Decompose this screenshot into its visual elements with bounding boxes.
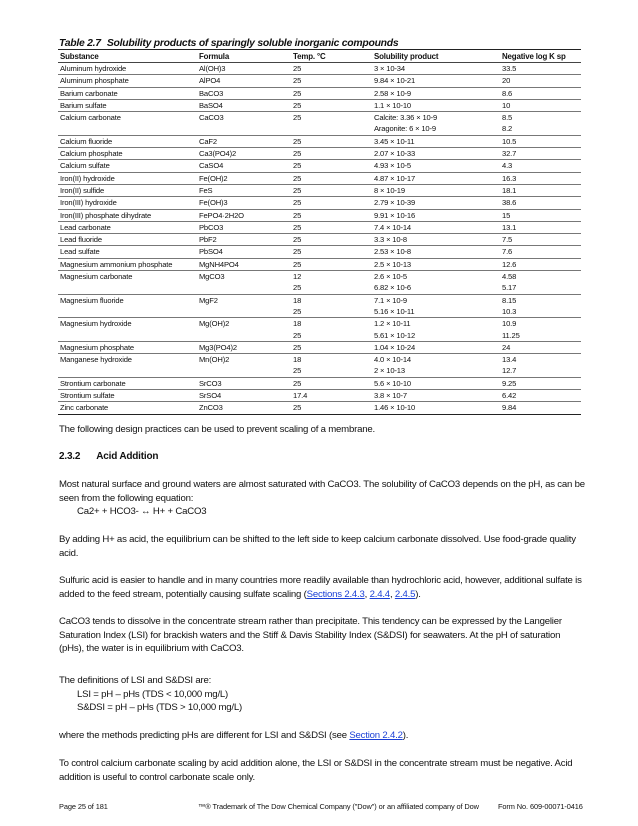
cell-temp-line: 25 bbox=[293, 136, 302, 146]
cell-neg-log-ksp bbox=[500, 184, 581, 196]
cell-temp-line: 25 bbox=[293, 64, 302, 73]
paragraph-text: where the methods predicting pHs are different for LSI and S&DSI (see bbox=[59, 730, 350, 741]
paragraph-definitions bbox=[59, 674, 585, 715]
cell-formula: SrCO3 bbox=[199, 378, 222, 388]
cell-solubility-product-line: 9.91 × 10-16 bbox=[374, 210, 416, 220]
paragraph-text-end: ). bbox=[415, 588, 421, 600]
cell-temp bbox=[291, 87, 372, 99]
cell-temp bbox=[291, 112, 372, 136]
cell-temp-line: 25 bbox=[293, 185, 302, 195]
cell-temp bbox=[291, 63, 372, 75]
cell-solubility-product bbox=[372, 160, 500, 172]
cell-substance: Lead sulfate bbox=[60, 247, 100, 257]
cell-temp-line: 25 bbox=[293, 259, 302, 269]
table-row bbox=[58, 258, 581, 270]
footer-trademark: ™® Trademark of The Dow Chemical Company ("Dow") or an affiliated company of Dow bbox=[198, 802, 479, 811]
cell-neg-log-ksp bbox=[500, 112, 581, 136]
cell-temp-line: 18 bbox=[293, 295, 302, 305]
footer-page-number: Page 25 of 181 bbox=[59, 802, 108, 811]
col-header-neg-log-ksp: Negative log K sp bbox=[500, 50, 581, 63]
link-section-2-4-2[interactable]: Section 2.4.2 bbox=[349, 730, 403, 741]
cell-formula: Mg3(PO4)2 bbox=[199, 342, 237, 352]
cell-neg-log-ksp-line: 13.4 bbox=[502, 355, 517, 365]
cell-neg-log-ksp-line: 8.5 bbox=[502, 113, 513, 123]
cell-substance: Zinc carbonate bbox=[60, 403, 109, 413]
cell-temp-line: 25 bbox=[293, 222, 302, 232]
cell-neg-log-ksp-line: 7.5 bbox=[502, 235, 513, 245]
table-row bbox=[58, 234, 581, 246]
cell-temp-line: 25 bbox=[293, 378, 302, 388]
col-header-temp: Temp. °C bbox=[291, 50, 372, 63]
cell-temp bbox=[291, 341, 372, 353]
cell-substance: Iron(III) hydroxide bbox=[60, 198, 117, 208]
cell-temp bbox=[291, 209, 372, 221]
paragraph-ph-methods bbox=[59, 729, 585, 743]
cell-solubility-product bbox=[372, 341, 500, 353]
cell-substance: Magnesium carbonate bbox=[60, 272, 133, 282]
definition-lsi: LSI = pH – pHs (TDS < 10,000 mg/L) bbox=[77, 688, 229, 700]
cell-solubility-product-line: 3.45 × 10-11 bbox=[374, 136, 415, 146]
cell-solubility-product bbox=[372, 99, 500, 111]
cell-solubility-product bbox=[372, 221, 500, 233]
table-row bbox=[58, 318, 581, 342]
cell-temp bbox=[291, 402, 372, 414]
cell-neg-log-ksp bbox=[500, 135, 581, 147]
cell-solubility-product bbox=[372, 209, 500, 221]
table-row bbox=[58, 63, 581, 75]
cell-solubility-product-line: 9.84 × 10-21 bbox=[374, 76, 416, 86]
cell-temp-line: 25 bbox=[293, 88, 302, 98]
cell-formula: MgF2 bbox=[199, 295, 218, 305]
table-row bbox=[58, 271, 581, 295]
cell-neg-log-ksp bbox=[500, 258, 581, 270]
cell-temp-line: 25 bbox=[293, 306, 302, 316]
cell-temp-line: 25 bbox=[293, 235, 302, 245]
cell-solubility-product bbox=[372, 87, 500, 99]
cell-formula: PbF2 bbox=[199, 235, 217, 245]
cell-neg-log-ksp-line: 7.6 bbox=[502, 247, 513, 257]
cell-neg-log-ksp bbox=[500, 209, 581, 221]
cell-neg-log-ksp-line: 32.7 bbox=[502, 149, 517, 159]
cell-substance: Iron(II) sulfide bbox=[60, 185, 105, 195]
cell-neg-log-ksp-line: 13.1 bbox=[502, 222, 517, 232]
cell-temp-line: 25 bbox=[293, 198, 302, 208]
col-header-formula: Formula bbox=[197, 50, 291, 63]
cell-formula: FePO4·2H2O bbox=[199, 210, 244, 220]
cell-neg-log-ksp bbox=[500, 402, 581, 414]
link-separator: , bbox=[389, 588, 395, 600]
cell-substance: Magnesium fluoride bbox=[60, 295, 124, 305]
cell-neg-log-ksp bbox=[500, 99, 581, 111]
cell-solubility-product-line: 8 × 10-19 bbox=[374, 185, 405, 195]
cell-neg-log-ksp-line: 11.25 bbox=[502, 330, 520, 340]
cell-neg-log-ksp-line: 15 bbox=[502, 210, 511, 220]
cell-neg-log-ksp bbox=[500, 271, 581, 295]
cell-temp-line: 25 bbox=[293, 76, 302, 86]
cell-temp-line: 25 bbox=[293, 100, 302, 110]
cell-temp-line: 25 bbox=[293, 113, 302, 123]
cell-solubility-product-line: 2.79 × 10-39 bbox=[374, 198, 416, 208]
cell-neg-log-ksp-line: 16.3 bbox=[502, 173, 517, 183]
cell-substance: Calcium fluoride bbox=[60, 136, 113, 146]
cell-formula: SrSO4 bbox=[199, 391, 222, 401]
cell-neg-log-ksp-line: 8.6 bbox=[502, 88, 513, 98]
cell-solubility-product bbox=[372, 184, 500, 196]
paragraph-calcium-carbonate bbox=[59, 478, 585, 519]
table-row bbox=[58, 390, 581, 402]
cell-substance: Barium carbonate bbox=[60, 88, 118, 98]
link-separator: , bbox=[364, 588, 370, 600]
table-row bbox=[58, 209, 581, 221]
cell-temp bbox=[291, 75, 372, 87]
cell-substance: Iron(II) hydroxide bbox=[60, 173, 115, 183]
col-header-solubility-product: Solubility product bbox=[372, 50, 500, 63]
section-heading bbox=[59, 451, 158, 462]
cell-solubility-product bbox=[372, 234, 500, 246]
cell-solubility-product-line: 3 × 10-34 bbox=[374, 64, 405, 73]
table-row bbox=[58, 294, 581, 318]
cell-substance: Aluminum phosphate bbox=[60, 76, 129, 86]
cell-neg-log-ksp bbox=[500, 172, 581, 184]
cell-solubility-product bbox=[372, 63, 500, 75]
cell-substance: Aluminum hydroxide bbox=[60, 64, 127, 73]
cell-temp bbox=[291, 99, 372, 111]
cell-solubility-product bbox=[372, 294, 500, 318]
cell-formula: PbSO4 bbox=[199, 247, 223, 257]
cell-formula: Al(OH)3 bbox=[199, 64, 226, 73]
cell-solubility-product bbox=[372, 354, 500, 378]
solubility-table bbox=[58, 49, 581, 415]
table-number: Table 2.7 bbox=[59, 38, 101, 49]
cell-neg-log-ksp-line: 12.7 bbox=[502, 366, 517, 376]
cell-solubility-product-line: 3.8 × 10-7 bbox=[374, 391, 407, 401]
paragraph-scaling-control: To control calcium carbonate scaling by acid addition alone, the LSI or S&DSI in the concentrate stream must be negative. Acid addition is useful to control carbonate scale only. bbox=[59, 758, 573, 783]
table-row bbox=[58, 99, 581, 111]
cell-substance: Calcium carbonate bbox=[60, 113, 121, 123]
link-section-2-4-4[interactable]: 2.4.4 bbox=[369, 588, 390, 600]
table-row bbox=[58, 87, 581, 99]
cell-substance: Lead fluoride bbox=[60, 235, 102, 245]
link-section-2-4-5[interactable]: 2.4.5 bbox=[394, 588, 416, 600]
cell-temp-line: 25 bbox=[293, 173, 302, 183]
cell-temp bbox=[291, 271, 372, 295]
cell-substance: Calcium phosphate bbox=[60, 149, 123, 159]
footer-form-number: Form No. 609-00071-0416 bbox=[498, 802, 583, 811]
cell-neg-log-ksp-line: 6.42 bbox=[502, 391, 517, 401]
cell-neg-log-ksp-line: 10 bbox=[502, 100, 511, 110]
cell-solubility-product-line: 3.3 × 10-8 bbox=[374, 235, 407, 245]
cell-formula: Mg(OH)2 bbox=[199, 319, 230, 329]
section-title: Acid Addition bbox=[96, 451, 159, 462]
cell-neg-log-ksp-line: 18.1 bbox=[502, 185, 517, 195]
cell-temp bbox=[291, 318, 372, 342]
paragraph-acid-equilibrium: By adding H+ as acid, the equilibrium can be shifted to the left side to keep calcium carbonate dissolved. Use food-grade quality acid. bbox=[59, 534, 576, 559]
definition-sdsi: S&DSI = pH – pHs (TDS > 10,000 mg/L) bbox=[77, 702, 243, 714]
cell-solubility-product-line: 1.46 × 10-10 bbox=[374, 403, 416, 413]
cell-neg-log-ksp bbox=[500, 354, 581, 378]
cell-substance: Magnesium phosphate bbox=[60, 342, 134, 352]
cell-solubility-product-line: 7.4 × 10-14 bbox=[374, 222, 411, 232]
table-row bbox=[58, 172, 581, 184]
table-row bbox=[58, 377, 581, 389]
cell-solubility-product bbox=[372, 318, 500, 342]
cell-substance: Strontium sulfate bbox=[60, 391, 115, 401]
cell-neg-log-ksp-line: 9.25 bbox=[502, 378, 517, 388]
table-header-row bbox=[58, 50, 581, 63]
cell-solubility-product-line: 5.6 × 10-10 bbox=[374, 378, 411, 388]
cell-solubility-product bbox=[372, 246, 500, 258]
cell-temp-line: 25 bbox=[293, 149, 302, 159]
cell-temp bbox=[291, 354, 372, 378]
cell-neg-log-ksp-line: 8.15 bbox=[502, 295, 517, 305]
cell-neg-log-ksp bbox=[500, 87, 581, 99]
table-row bbox=[58, 184, 581, 196]
cell-temp bbox=[291, 390, 372, 402]
cell-solubility-product-line: 2.5 × 10-13 bbox=[374, 259, 411, 269]
cell-neg-log-ksp-line: 12.6 bbox=[502, 259, 517, 269]
table-row bbox=[58, 221, 581, 233]
cell-neg-log-ksp bbox=[500, 63, 581, 75]
cell-neg-log-ksp-line: 4.58 bbox=[502, 272, 517, 282]
intro-paragraph: The following design practices can be used to prevent scaling of a membrane. bbox=[59, 424, 375, 435]
cell-solubility-product-line: Aragonite: 6 × 10-9 bbox=[374, 124, 436, 134]
table-title: Solubility products of sparingly soluble inorganic compounds bbox=[106, 38, 399, 49]
cell-formula: MgCO3 bbox=[199, 272, 225, 282]
cell-substance: Strontium carbonate bbox=[60, 378, 126, 388]
cell-formula: MgNH4PO4 bbox=[199, 259, 239, 269]
cell-solubility-product-line: 7.1 × 10-9 bbox=[374, 295, 407, 305]
table-row bbox=[58, 402, 581, 414]
table-caption bbox=[59, 38, 398, 49]
cell-solubility-product-line: 4.87 × 10-17 bbox=[374, 173, 416, 183]
cell-formula: FeS bbox=[199, 185, 213, 195]
cell-neg-log-ksp-line: 9.84 bbox=[502, 403, 517, 413]
table-row bbox=[58, 197, 581, 209]
table-row bbox=[58, 75, 581, 87]
cell-solubility-product bbox=[372, 258, 500, 270]
paragraph-text: Sulfuric acid is easier to handle and in many countries more readily available than hydrochloric acid, however, additional sulfate is added to the feed stream, potentially causing sulfate scaling ( bbox=[59, 575, 582, 600]
table-row bbox=[58, 354, 581, 378]
cell-solubility-product bbox=[372, 390, 500, 402]
cell-temp-line: 25 bbox=[293, 210, 302, 220]
col-header-substance: Substance bbox=[58, 50, 197, 63]
cell-temp-line: 12 bbox=[293, 272, 302, 282]
cell-neg-log-ksp bbox=[500, 148, 581, 160]
cell-temp bbox=[291, 234, 372, 246]
cell-formula: Mn(OH)2 bbox=[199, 355, 230, 365]
cell-temp bbox=[291, 258, 372, 270]
cell-solubility-product bbox=[372, 197, 500, 209]
cell-neg-log-ksp-line: 5.17 bbox=[502, 283, 517, 293]
cell-substance: Magnesium ammonium phosphate bbox=[60, 259, 173, 269]
table-row bbox=[58, 148, 581, 160]
cell-temp-line: 18 bbox=[293, 355, 302, 365]
cell-substance: Iron(III) phosphate dihydrate bbox=[60, 210, 152, 220]
cell-neg-log-ksp bbox=[500, 341, 581, 353]
cell-neg-log-ksp bbox=[500, 197, 581, 209]
cell-neg-log-ksp bbox=[500, 160, 581, 172]
cell-temp-line: 25 bbox=[293, 366, 302, 376]
table-row bbox=[58, 341, 581, 353]
cell-temp-line: 25 bbox=[293, 403, 302, 413]
table-row bbox=[58, 160, 581, 172]
cell-formula: Fe(OH)2 bbox=[199, 173, 228, 183]
cell-formula: AlPO4 bbox=[199, 76, 221, 86]
cell-substance: Lead carbonate bbox=[60, 222, 111, 232]
cell-neg-log-ksp bbox=[500, 234, 581, 246]
paragraph-lsi-sdsi: CaCO3 tends to dissolve in the concentrate stream rather than precipitate. This tendency can be expressed by the Langelier Saturation Index (LSI) for brackish waters and the Stiff & Davis Stability Index (S&DSI) for seawaters. At the pH of saturation (pHs), the water is in equilibrium with CaCO3. bbox=[59, 616, 562, 655]
cell-neg-log-ksp bbox=[500, 390, 581, 402]
cell-formula: ZnCO3 bbox=[199, 403, 223, 413]
cell-temp-line: 25 bbox=[293, 247, 302, 257]
cell-neg-log-ksp-line: 33.5 bbox=[502, 64, 517, 73]
cell-temp bbox=[291, 172, 372, 184]
cell-neg-log-ksp bbox=[500, 246, 581, 258]
cell-neg-log-ksp-line: 10.5 bbox=[502, 136, 517, 146]
cell-formula: BaSO4 bbox=[199, 100, 223, 110]
cell-formula: Fe(OH)3 bbox=[199, 198, 228, 208]
cell-neg-log-ksp bbox=[500, 294, 581, 318]
cell-substance: Calcium sulfate bbox=[60, 161, 110, 171]
cell-neg-log-ksp-line: 38.6 bbox=[502, 198, 517, 208]
cell-formula: CaCO3 bbox=[199, 113, 224, 123]
cell-formula: CaF2 bbox=[199, 136, 217, 146]
cell-solubility-product-line: 2.07 × 10-33 bbox=[374, 149, 416, 159]
link-section-2-4-3[interactable]: Sections 2.4.3 bbox=[306, 588, 365, 600]
cell-temp bbox=[291, 246, 372, 258]
equilibrium-equation: Ca2+ + HCO3- ↔ H+ + CaCO3 bbox=[77, 506, 207, 518]
paragraph-text-end: ). bbox=[402, 730, 409, 741]
cell-temp bbox=[291, 135, 372, 147]
cell-temp-line: 25 bbox=[293, 342, 302, 352]
cell-solubility-product-line: 2.58 × 10-9 bbox=[374, 88, 411, 98]
cell-solubility-product bbox=[372, 112, 500, 136]
cell-neg-log-ksp bbox=[500, 377, 581, 389]
cell-temp bbox=[291, 184, 372, 196]
table-row bbox=[58, 112, 581, 136]
cell-solubility-product-line: 1.04 × 10-24 bbox=[374, 342, 416, 352]
cell-solubility-product-line: 5.61 × 10-12 bbox=[374, 330, 416, 340]
cell-formula: PbCO3 bbox=[199, 222, 224, 232]
cell-neg-log-ksp-line: 20 bbox=[502, 76, 511, 86]
cell-solubility-product bbox=[372, 377, 500, 389]
cell-solubility-product bbox=[372, 148, 500, 160]
table-row bbox=[58, 246, 581, 258]
cell-substance: Barium sulfate bbox=[60, 100, 107, 110]
cell-formula: BaCO3 bbox=[199, 88, 224, 98]
cell-temp-line: 18 bbox=[293, 319, 302, 329]
cell-neg-log-ksp bbox=[500, 318, 581, 342]
paragraph-text: Most natural surface and ground waters are almost saturated with CaCO3. The solubility of CaCO3 depends on the pH, as can be seen from the following equation: bbox=[59, 479, 585, 504]
definitions-intro: The definitions of LSI and S&DSI are: bbox=[59, 675, 212, 686]
cell-substance: Manganese hydroxide bbox=[60, 355, 132, 365]
cell-temp-line: 25 bbox=[293, 330, 302, 340]
cell-solubility-product-line: 2.53 × 10-8 bbox=[374, 247, 411, 257]
cell-temp-line: 17.4 bbox=[293, 391, 308, 401]
cell-solubility-product bbox=[372, 271, 500, 295]
cell-temp bbox=[291, 377, 372, 389]
cell-formula: Ca3(PO4)2 bbox=[199, 149, 237, 159]
cell-neg-log-ksp bbox=[500, 75, 581, 87]
cell-solubility-product bbox=[372, 172, 500, 184]
cell-neg-log-ksp-line: 24 bbox=[502, 342, 511, 352]
cell-temp-line: 25 bbox=[293, 283, 302, 293]
cell-substance: Magnesium hydroxide bbox=[60, 319, 132, 329]
table-body bbox=[58, 63, 581, 415]
cell-temp bbox=[291, 294, 372, 318]
cell-solubility-product-line: 1.2 × 10-11 bbox=[374, 319, 411, 329]
cell-neg-log-ksp-line: 8.2 bbox=[502, 124, 513, 134]
cell-solubility-product bbox=[372, 75, 500, 87]
cell-solubility-product-line: 2 × 10-13 bbox=[374, 366, 405, 376]
cell-solubility-product-line: 4.93 × 10-5 bbox=[374, 161, 411, 171]
cell-formula: CaSO4 bbox=[199, 161, 224, 171]
cell-solubility-product-line: Calcite: 3.36 × 10-9 bbox=[374, 113, 438, 123]
cell-temp-line: 25 bbox=[293, 161, 302, 171]
cell-solubility-product-line: 1.1 × 10-10 bbox=[374, 100, 411, 110]
cell-temp bbox=[291, 221, 372, 233]
cell-neg-log-ksp-line: 10.9 bbox=[502, 319, 517, 329]
cell-solubility-product bbox=[372, 402, 500, 414]
cell-solubility-product-line: 5.16 × 10-11 bbox=[374, 306, 415, 316]
cell-temp bbox=[291, 160, 372, 172]
cell-neg-log-ksp bbox=[500, 221, 581, 233]
cell-neg-log-ksp-line: 4.3 bbox=[502, 161, 513, 171]
cell-solubility-product-line: 6.82 × 10-6 bbox=[374, 283, 411, 293]
cell-neg-log-ksp-line: 10.3 bbox=[502, 306, 517, 316]
cell-solubility-product bbox=[372, 135, 500, 147]
paragraph-sulfuric-acid bbox=[59, 574, 585, 601]
cell-solubility-product-line: 4.0 × 10-14 bbox=[374, 355, 411, 365]
cell-temp bbox=[291, 197, 372, 209]
cell-solubility-product-line: 2.6 × 10-5 bbox=[374, 272, 407, 282]
table-row bbox=[58, 135, 581, 147]
cell-temp bbox=[291, 148, 372, 160]
section-number: 2.3.2 bbox=[59, 451, 81, 462]
